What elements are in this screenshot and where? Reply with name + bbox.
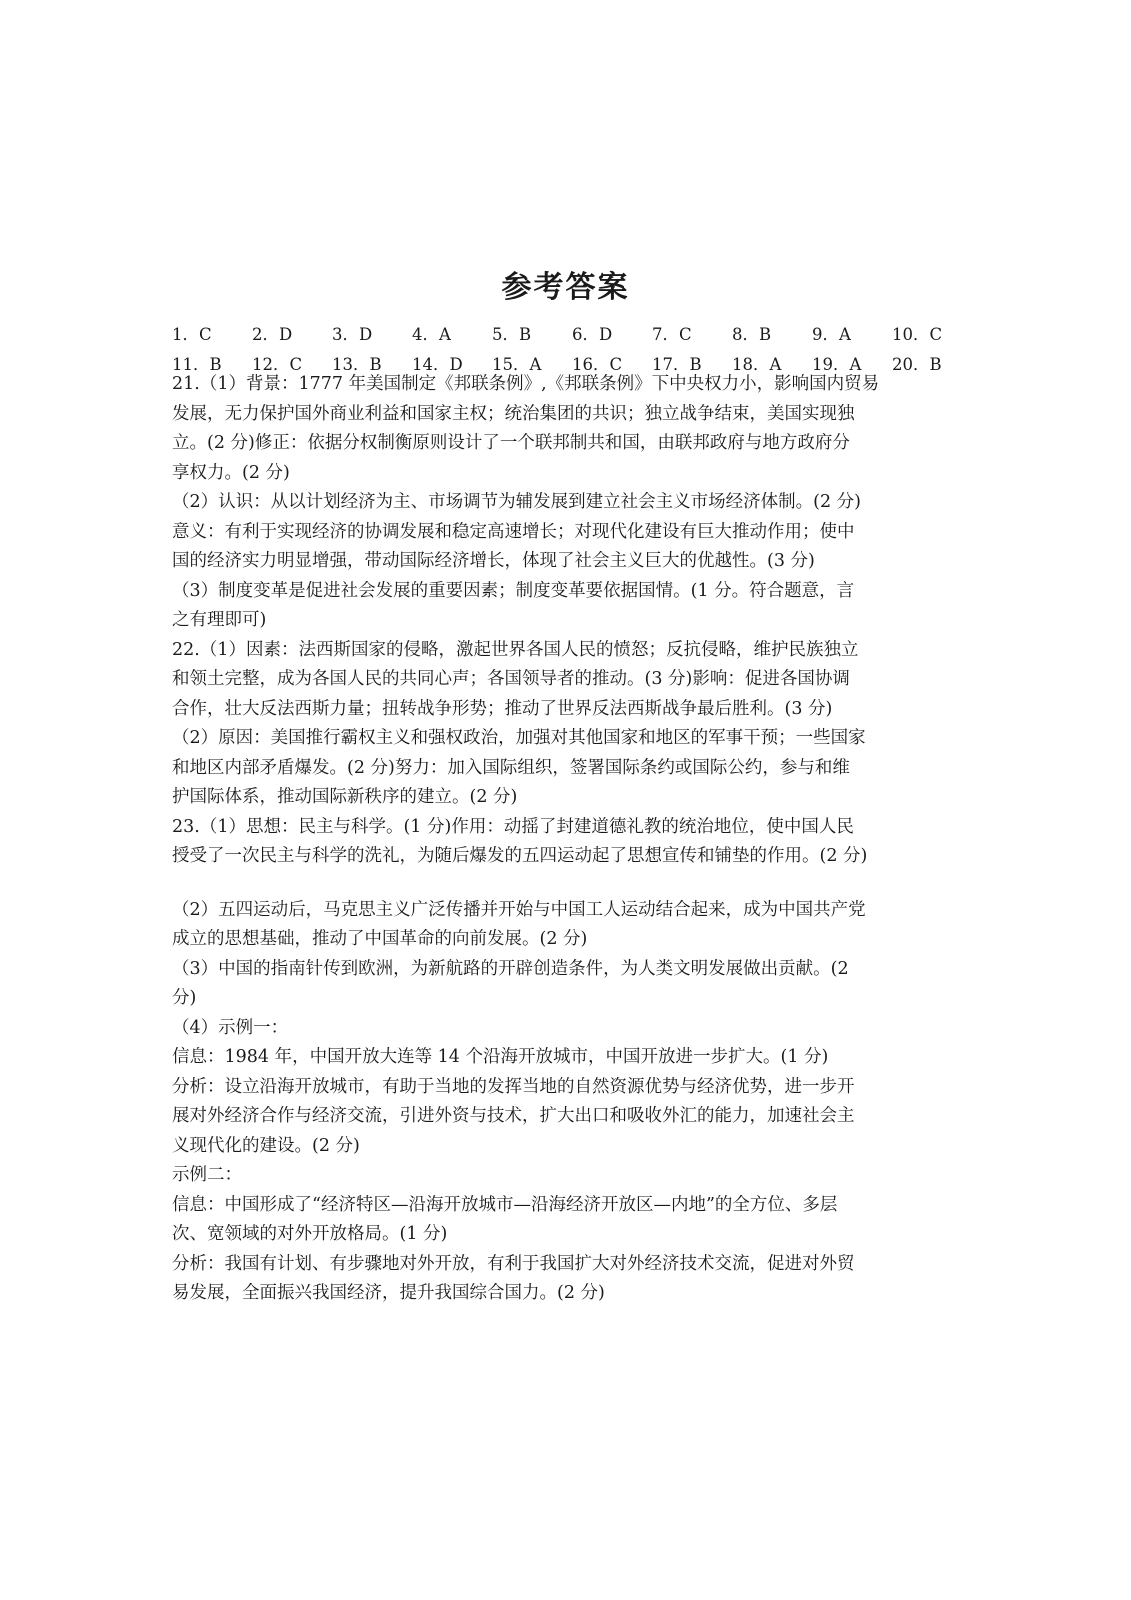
text-line: 意义：有利于实现经济的协调发展和稳定高速增长；对现代化建设有巨大推动作用；使中 (172, 521, 855, 542)
blank-gap (172, 872, 952, 896)
mc-answer: 20．B (892, 355, 942, 374)
text-line: 22.（1）因素：法西斯国家的侵略，激起世界各国人民的愤怒；反抗侵略，维护民族独立 (172, 639, 859, 660)
text-line: 合作，壮大反法西斯力量；扭转战争形势；推动了世界反法西斯战争最后胜利。(3 分) (172, 698, 833, 719)
mc-answer: 9．A (812, 325, 851, 344)
mc-answer: 18．A (732, 355, 782, 374)
text-line: （2）原因：美国推行霸权主义和强权政治，加强对其他国家和地区的军事干预；一些国家 (172, 728, 866, 748)
text-line: 信息：1984 年，中国开放大连等 14 个沿海开放城市，中国开放进一步扩大。(1 分) (172, 1047, 829, 1067)
text-line: 享权力。(2 分) (172, 462, 290, 483)
text-line: 21.（1）背景：1777 年美国制定《邦联条例》,《邦联条例》下中央权力小，影响国内贸易 (172, 374, 880, 394)
mc-answer: 13．B (332, 355, 382, 374)
mc-answer: 11．B (172, 355, 222, 374)
text-line: 分) (172, 988, 197, 1008)
text-line: 之有理即可) (172, 610, 267, 630)
text-line: （2）认识：从以计划经济为主、市场调节为辅发展到建立社会主义市场经济体制。(2 分) (172, 492, 861, 512)
mc-answer: 1．C (172, 325, 212, 344)
text-line: （2）五四运动后，马克思主义广泛传播并开始与中国工人运动结合起来，成为中国共产党 (172, 899, 866, 920)
text-line: 分析：我国有计划、有步骤地对外开放，有利于我国扩大对外经济技术交流，促进对外贸 (172, 1253, 855, 1274)
page-title: 参考答案 (501, 270, 630, 305)
text-line: 示例二： (172, 1165, 242, 1185)
mc-answer: 2．D (252, 325, 293, 344)
mc-answer: 3．D (332, 325, 373, 344)
mc-answer: 19．A (812, 355, 862, 374)
mc-answer: 15．A (492, 355, 542, 374)
text-line: 国的经济实力明显增强，带动国际经济增长，体现了社会主义巨大的优越性。(3 分) (172, 551, 815, 571)
text-line: 分析：设立沿海开放城市，有助于当地的发挥当地的自然资源优势与经济优势，进一步开 (172, 1076, 855, 1097)
text-line: 23.（1）思想：民主与科学。(1 分)作用：动摇了封建道德礼教的统治地位，使中国人民 (172, 816, 854, 837)
text-line: （3）制度变革是促进社会发展的重要因素；制度变革要依据国情。(1 分。符合题意，言 (172, 580, 855, 601)
text-line: 和领土完整，成为各国人民的共同心声；各国领导者的推动。(3 分)影响：促进各国协调 (172, 669, 850, 689)
mc-row (172, 318, 972, 348)
text-line: 易发展，全面振兴我国经济，提升我国综合国力。(2 分) (172, 1283, 605, 1303)
text-line: 信息：中国形成了“经济特区—沿海开放城市—沿海经济开放区—内地”的全方位、多层 (172, 1194, 838, 1215)
mc-answer: 14．D (412, 355, 463, 374)
text-line: 义现代化的建设。(2 分) (172, 1135, 360, 1156)
multiple-choice-answers (172, 318, 972, 378)
mc-answer: 6．D (572, 325, 613, 344)
answer-body (172, 370, 952, 1309)
text-line: （3）中国的指南针传到欧洲，为新航路的开辟创造条件，为人类文明发展做出贡献。(2 (172, 958, 849, 979)
mc-answer: 12．C (252, 355, 303, 374)
text-line: 成立的思想基础，推动了中国革命的向前发展。(2 分) (172, 929, 588, 949)
mc-answer: 16．C (572, 355, 623, 374)
text-line: 次、宽领域的对外开放格局。(1 分) (172, 1224, 448, 1244)
text-line: 发展，无力保护国外商业利益和国家主权；统治集团的共识；独立战争结束，美国实现独 (172, 403, 855, 424)
mc-answer: 7．C (652, 325, 692, 344)
mc-answer: 8．B (732, 325, 772, 344)
text-line: 授受了一次民主与科学的洗礼，为随后爆发的五四运动起了思想宣传和铺垫的作用。(2 分) (172, 846, 868, 866)
text-line: 展对外经济合作与经济交流，引进外资与技术，扩大出口和吸收外汇的能力，加速社会主 (172, 1106, 855, 1126)
mc-answer: 10．C (892, 325, 943, 344)
text-line: （4）示例一： (172, 1017, 289, 1038)
mc-answer: 5．B (492, 325, 532, 344)
text-line: 立。(2 分)修正：依据分权制衡原则设计了一个联邦制共和国，由联邦政府与地方政府分 (172, 433, 850, 453)
text-line: 和地区内部矛盾爆发。(2 分)努力：加入国际组织，签署国际条约或国际公约，参与和维 (172, 757, 850, 778)
mc-answer: 17．B (652, 355, 702, 374)
mc-answer: 4．A (412, 325, 451, 344)
text-line: 护国际体系，推动国际新秩序的建立。(2 分) (172, 787, 518, 807)
